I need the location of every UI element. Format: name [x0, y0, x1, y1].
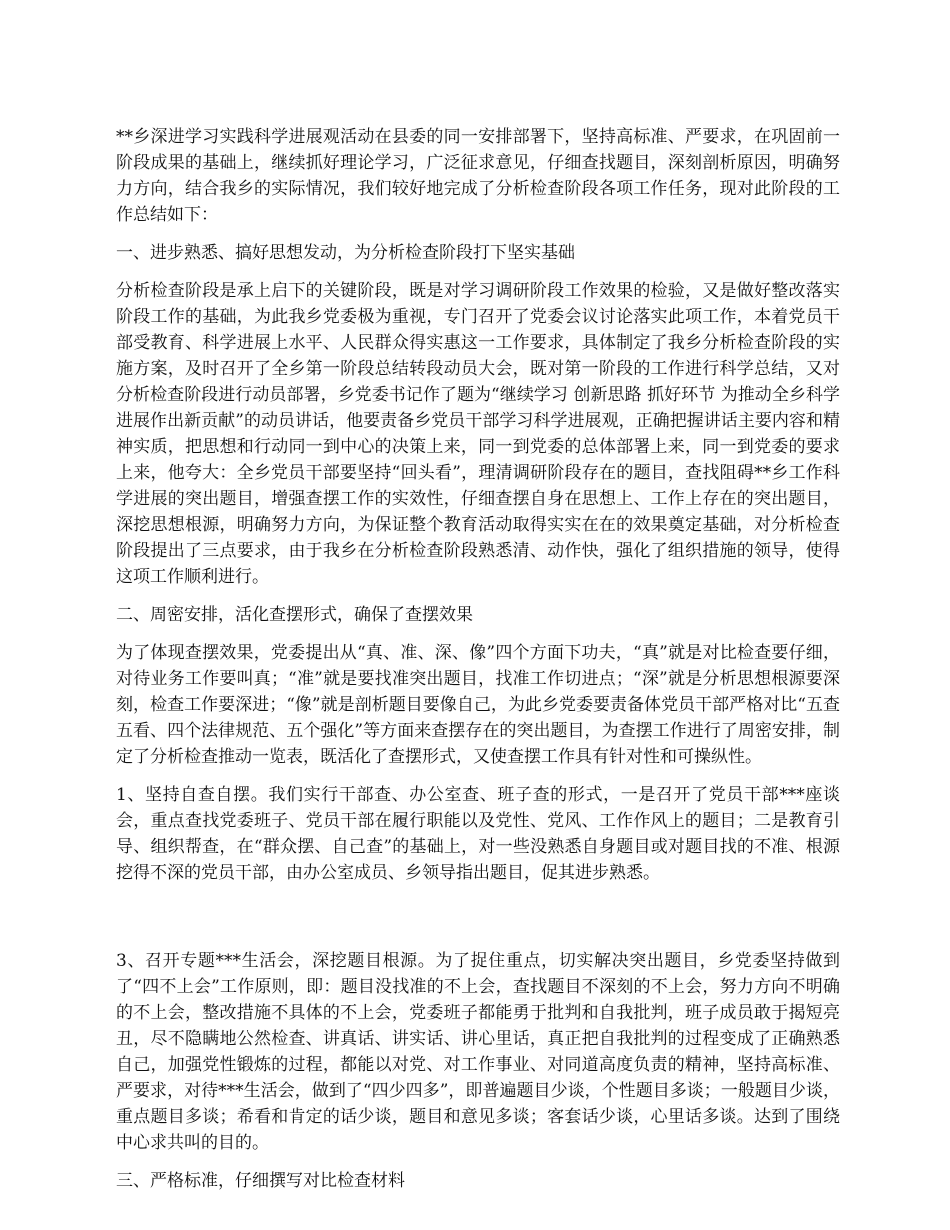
section-1-paragraph: 分析检查阶段是承上启下的关键阶段，既是对学习调研阶段工作效果的检验，又是做好整改落实阶段工作的基础，为此我乡党委极为重视，专门召开了党委会议讨论落实此项工作，本着党员干部受教育、科学进展上水平、人民群众得实惠这一工作要求，具体制定了我乡分析检查阶段的实施方案，及时召开了全乡第一阶段总结转段动员大会，既对第一阶段的工作进行科学总结，又对分析检查阶段进行动员部署，乡党委书记作了题为“继续学习 创新思路 抓好环节 为推动全乡科学进展作出新贡献”的动员讲话，他要责备乡党员干部学习科学进展观，正确把握讲话主要内容和精神实质，把思想和行动同一到中心的决策上来，同一到党委的总体部署上来，同一到党委的要求上来，他夸大：全乡党员干部要坚持“回头看”，理清调研阶段存在的题目，查找阻碍**乡工作科学进展的突出题目，增强查摆工作的实效性，仔细查摆自身在思想上、工作上存在的突出题目，深挖思想根源，明确努力方向，为保证整个教育活动取得实实在在的效果奠定基础，对分析检查阶段提出了三点要求，由于我乡在分析检查阶段熟悉清、动作快，强化了组织措施的领导，使得这项工作顺利进行。: [116, 281, 840, 587]
section-3-heading: 三、严格标准，仔细撰写对比检查材料: [116, 1171, 405, 1191]
blank-spacer: [116, 898, 840, 948]
item-1-paragraph: 1、坚持自查自摆。我们实行干部查、办公室查、班子查的形式，一是召开了党员干部***座谈会，重点查找党委班子、党员干部在履行职能以及党性、党风、工作作风上的题目；二是教育引导、组织帮查，在“群众摆、自己查”的基础上，对一些没熟悉自身题目或对题目找的不准、根源挖得不深的党员干部，由办公室成员、乡领导指出题目，促其进步熟悉。: [116, 785, 840, 883]
section-2-heading: 二、周密安排，活化查摆形式，确保了查摆效果: [116, 605, 473, 625]
document-page: [116, 124, 840, 1206]
intro-paragraph: **乡深进学习实践科学进展观活动在县委的同一安排部署下，坚持高标准、严要求，在巩固前一阶段成果的基础上，继续抓好理论学习，广泛征求意见，仔细查找题目，深刻剖析原因，明确努力方向，结合我乡的实际情况，我们较好地完成了分析检查阶段各项工作任务，现对此阶段的工作总结如下：: [116, 127, 840, 225]
item-3-paragraph: 3、召开专题***生活会，深挖题目根源。为了捉住重点，切实解决突出题目，乡党委坚持做到了“四不上会”工作原则，即：题目没找准的不上会，查找题目不深刻的不上会，努力方向不明确的不上会，整改措施不具体的不上会，党委班子都能勇于批判和自我批判，班子成员敢于揭短亮丑，尽不隐瞒地公然检查、讲真话、讲实话、讲心里话，真正把自我批判的过程变成了正确熟悉自己，加强党性锻炼的过程，都能以对党、对工作事业、对同道高度负责的精神，坚持高标准、严要求，对待***生活会，做到了“四少四多”，即普遍题目少谈，个性题目多谈；一般题目少谈，重点题目多谈；希看和肯定的话少谈，题目和意见多谈；客套话少谈，心里话多谈。达到了围绕中心求共叫的目的。: [116, 951, 840, 1153]
section-1-heading: 一、进步熟悉、搞好思想发动，为分析检查阶段打下坚实基础: [116, 243, 575, 263]
section-2-paragraph: 为了体现查摆效果，党委提出从“真、准、深、像”四个方面下功夫，“真”就是对比检查要仔细，对待业务工作要叫真；“准”就是要找准突出题目，找准工作切进点；“深”就是分析思想根源要深刻，检查工作要深进；“像”就是剖析题目要像自己，为此乡党委要责备体党员干部严格对比“五查五看、四个法律规范、五个强化”等方面来查摆存在的突出题目，为查摆工作进行了周密安排，制定了分析检查推动一览表，既活化了查摆形式，又使查摆工作具有针对性和可操纵性。: [116, 643, 840, 767]
